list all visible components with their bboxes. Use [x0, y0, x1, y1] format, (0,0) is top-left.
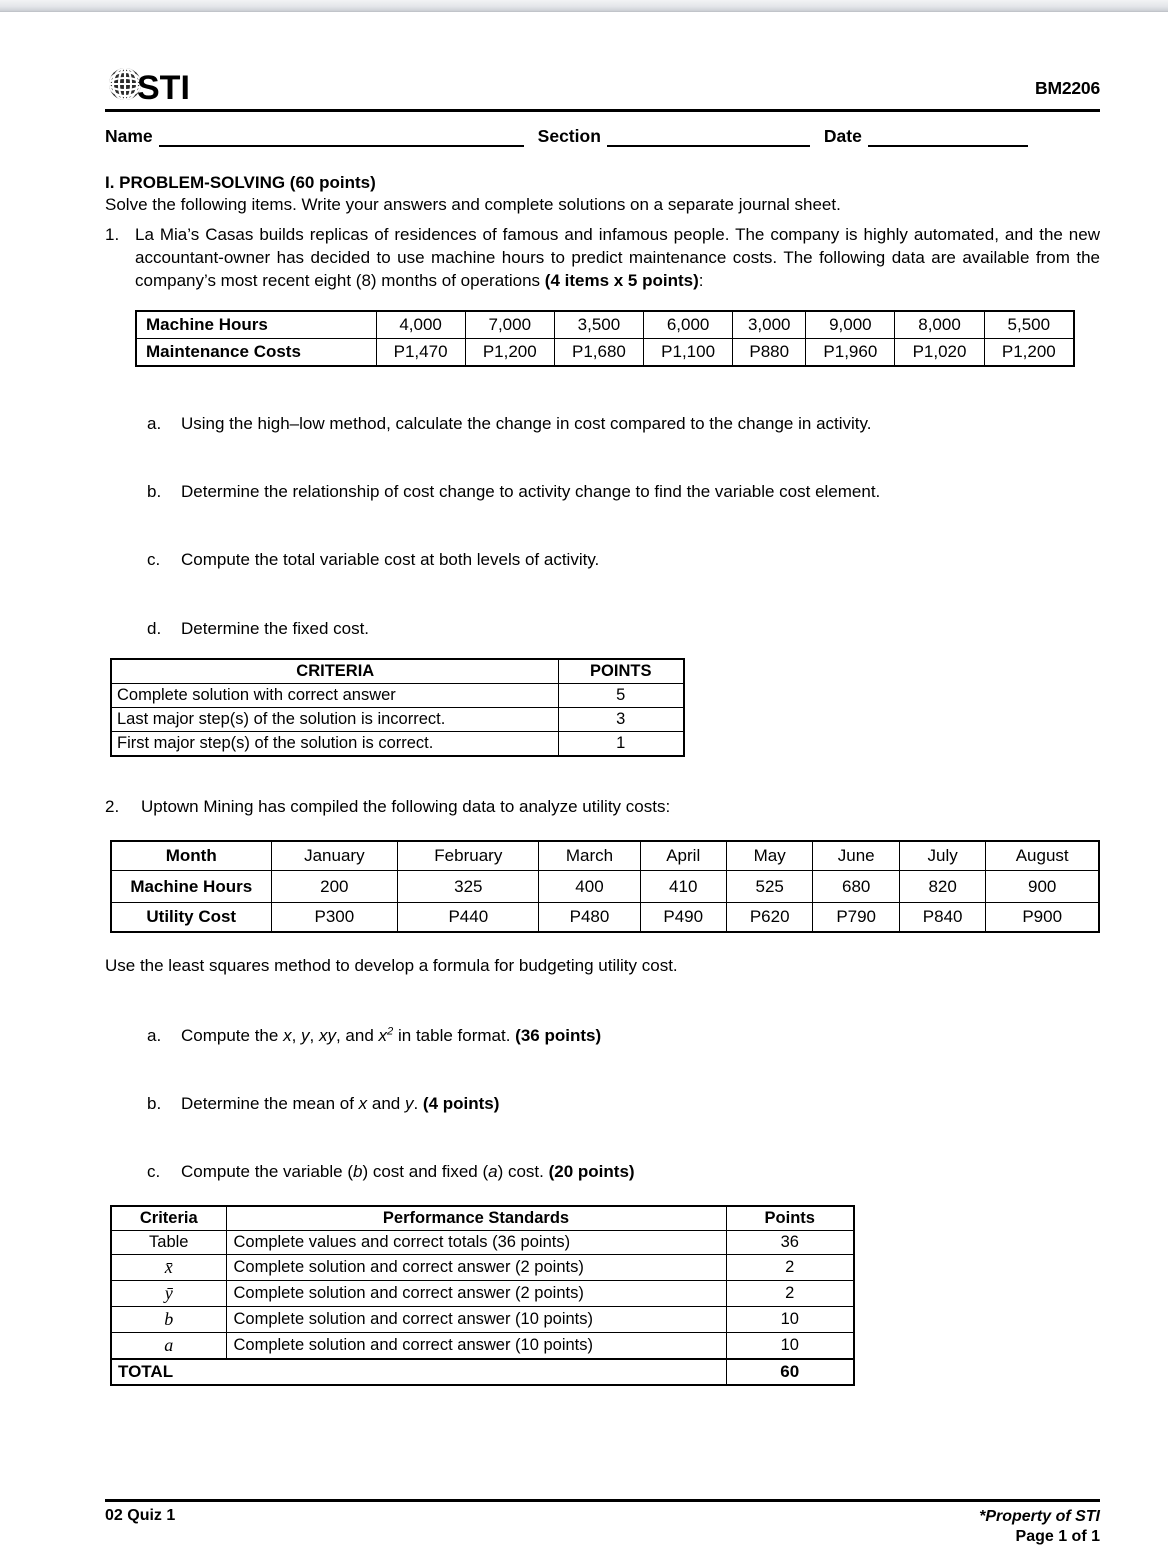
subitem-a-post: in table format. — [393, 1025, 516, 1045]
cell-mh-8: 5,500 — [984, 311, 1074, 339]
table-row — [136, 311, 1074, 339]
sti-logo — [105, 66, 225, 106]
subitem-a-points: (36 points) — [515, 1025, 602, 1045]
item-1-text-main: La Mia’s Casas builds replicas of residences of famous and infamous people. The company is highly automated, and the new accountant-owner has decided to use machine hours to predict maintenance costs. The following data are available from the company’s most recent eight (8) months of operations — [135, 225, 1100, 290]
row-label-utility-cost: Utility Cost — [111, 903, 271, 933]
rubric1-criteria-2: Last major step(s) of the solution is incorrect. — [111, 707, 558, 731]
rubric1-header-points: POINTS — [558, 659, 684, 684]
subitem-b-var-x: x — [358, 1093, 368, 1113]
item-2-subitem-b — [147, 1093, 1100, 1115]
subitem-a-text: Compute the x, y, xy, and $x^2$ in table format. (36 points) — [181, 1025, 602, 1045]
rubric2-standard-4: Complete solution and correct answer (10 points) — [226, 1306, 726, 1332]
table-row — [111, 683, 684, 707]
cell-month-7: July — [899, 841, 985, 871]
cell-uc-1: P300 — [271, 903, 398, 933]
item-1-subitem-d — [147, 618, 1100, 640]
viewer-top-bar — [0, 0, 1168, 12]
rubric1-points-2: 3 — [558, 707, 684, 731]
cell-month-6: June — [813, 841, 899, 871]
rubric2-criteria-1: Table — [111, 1230, 226, 1254]
subitem-c-var-b: b — [352, 1161, 363, 1181]
subitem-a-text: Using the high–low method, calculate the change in cost compared to the change in activity. — [181, 414, 872, 434]
item-1-subitem-b — [147, 481, 1100, 503]
table-row — [111, 1230, 854, 1254]
subitem-c-points: (20 points) — [548, 1161, 635, 1181]
table-row — [111, 1306, 854, 1332]
rubric2-standard-5: Complete solution and correct answer (10 points) — [226, 1332, 726, 1359]
item-2-subitem-a — [147, 1025, 1100, 1047]
rubric2-total-points: 60 — [726, 1359, 854, 1385]
cell-uc-4: P490 — [640, 903, 726, 933]
item-1-subitem-a — [147, 413, 1100, 435]
subitem-b-text — [181, 1093, 1100, 1115]
rubric2-points-3: 2 — [726, 1280, 854, 1306]
section-label: Section — [537, 126, 601, 146]
cell-mc-6: P1,960 — [806, 339, 895, 367]
item-2-number: 2. — [105, 796, 120, 816]
name-input-rule[interactable] — [159, 133, 524, 147]
machine-hours-table — [135, 310, 1075, 367]
rubric2-total-label: TOTAL — [111, 1359, 726, 1385]
rubric2-criteria-3: ȳ — [111, 1280, 226, 1306]
utility-cost-table — [110, 840, 1100, 933]
svg-text:STI: STI — [137, 69, 190, 106]
cell-month-1: January — [271, 841, 398, 871]
cell-mh-2: 7,000 — [465, 311, 554, 339]
date-input-rule[interactable] — [868, 133, 1028, 147]
document-header — [105, 62, 1100, 116]
cell-mc-3: P1,680 — [554, 339, 643, 367]
cell-mh-6: 9,000 — [806, 311, 895, 339]
rubric2-header-points: Points — [726, 1206, 854, 1231]
subitem-c-post: ) cost. — [497, 1161, 549, 1181]
cell-month-2: February — [398, 841, 539, 871]
rubric2-header-standards: Performance Standards — [226, 1206, 726, 1231]
table-row — [111, 731, 684, 756]
table-header-row — [111, 1206, 854, 1231]
cell-mc-5: P880 — [733, 339, 806, 367]
subitem-d-letter: d. — [147, 618, 162, 638]
cell-uh-6: 680 — [813, 871, 899, 903]
problem-item-1 — [105, 224, 1100, 292]
cell-uh-5: 525 — [726, 871, 812, 903]
cell-uh-1: 200 — [271, 871, 398, 903]
rubric2-standard-3: Complete solution and correct answer (2 points) — [226, 1280, 726, 1306]
table-total-row — [111, 1359, 854, 1385]
cell-uh-3: 400 — [539, 871, 640, 903]
document-footer — [105, 1499, 1100, 1546]
cell-month-4: April — [640, 841, 726, 871]
rubric-table-1 — [110, 658, 685, 757]
footer-quiz-label: 02 Quiz 1 — [105, 1507, 176, 1524]
subitem-b-post: . — [413, 1093, 423, 1113]
subitem-c-text: Compute the total variable cost at both levels of activity. — [181, 550, 600, 570]
subitem-a-letter: a. — [147, 1025, 162, 1045]
problem-item-2 — [105, 796, 1100, 819]
globe-icon — [105, 66, 225, 106]
rubric2-standard-1: Complete values and correct totals (36 points) — [226, 1230, 726, 1254]
item-2-text: Uptown Mining has compiled the following data to analyze utility costs: — [141, 796, 671, 816]
rubric1-header-criteria: CRITERIA — [111, 659, 558, 684]
rubric2-criteria-2: x̄ — [111, 1254, 226, 1280]
subitem-a-exponent: 2 — [387, 1025, 394, 1037]
cell-uc-3: P480 — [539, 903, 640, 933]
table-row — [111, 707, 684, 731]
subitem-c-letter: c. — [147, 550, 161, 570]
table-row — [111, 871, 1099, 903]
cell-uc-7: P840 — [899, 903, 985, 933]
item-1-points: (4 items x 5 points) — [544, 270, 699, 290]
subitem-a-var-y: y — [301, 1025, 310, 1045]
row-label-month: Month — [111, 841, 271, 871]
cell-mc-4: P1,100 — [644, 339, 733, 367]
cell-mc-7: P1,020 — [895, 339, 984, 367]
name-label: Name — [105, 126, 153, 146]
sheet-content — [105, 62, 1100, 1386]
section-title: I. PROBLEM-SOLVING (60 points) — [105, 173, 376, 192]
subitem-b-points: (4 points) — [422, 1093, 500, 1113]
cell-uc-5: P620 — [726, 903, 812, 933]
table-row — [111, 841, 1099, 871]
row-label-machine-hours: Machine Hours — [111, 871, 271, 903]
subitem-c-var-a: a — [488, 1161, 498, 1181]
item-2-leadin: Use the least squares method to develop a formula for budgeting utility cost. — [105, 956, 678, 976]
cell-mh-5: 3,000 — [733, 311, 806, 339]
document-code: BM2206 — [1035, 78, 1100, 98]
subitem-b-pre: Determine the mean of — [181, 1093, 359, 1113]
subitem-c-letter: c. — [147, 1161, 161, 1181]
cell-month-8: August — [986, 841, 1099, 871]
cell-uc-2: P440 — [398, 903, 539, 933]
item-1-text-tail: : — [698, 270, 704, 290]
cell-month-3: March — [539, 841, 640, 871]
subitem-a-var-xy: xy — [318, 1025, 336, 1045]
cell-mh-7: 8,000 — [895, 311, 984, 339]
cell-mh-3: 3,500 — [554, 311, 643, 339]
table-row — [111, 903, 1099, 933]
subitem-b-var-y: y — [404, 1093, 414, 1113]
rubric2-criteria-4: b — [111, 1306, 226, 1332]
rubric-table-2 — [110, 1205, 855, 1386]
header-divider — [105, 109, 1100, 112]
subitem-a-letter: a. — [147, 414, 162, 434]
table-row — [111, 1332, 854, 1359]
document-page — [0, 12, 1168, 1550]
item-2-subitem-c — [147, 1161, 1100, 1183]
rubric2-points-1: 36 — [726, 1230, 854, 1254]
cell-mc-8: P1,200 — [984, 339, 1074, 367]
footer-page-number: Page 1 of 1 — [1015, 1527, 1100, 1545]
date-label: Date — [823, 126, 862, 146]
subitem-a-var-x: x — [283, 1025, 292, 1045]
table-row — [111, 1280, 854, 1306]
subitem-b-letter: b. — [147, 1093, 162, 1113]
table-row — [111, 1254, 854, 1280]
subitem-b-text: Determine the relationship of cost change to activity change to find the variable cost element. — [181, 482, 881, 502]
cell-mh-1: 4,000 — [376, 311, 465, 339]
rubric1-criteria-3: First major step(s) of the solution is correct. — [111, 731, 558, 756]
cell-uh-4: 410 — [640, 871, 726, 903]
section-input-rule[interactable] — [607, 133, 810, 147]
rubric1-points-3: 1 — [558, 731, 684, 756]
table-row — [136, 339, 1074, 367]
section-instruction: Solve the following items. Write your answers and complete solutions on a separate journal sheet. — [105, 195, 841, 214]
rubric1-points-1: 5 — [558, 683, 684, 707]
rubric2-criteria-5: a — [111, 1332, 226, 1359]
subitem-d-text: Determine the fixed cost. — [181, 618, 370, 638]
row-label-machine-hours: Machine Hours — [136, 311, 376, 339]
cell-uh-2: 325 — [398, 871, 539, 903]
subitem-c-pre: Compute the variable ( — [181, 1161, 353, 1181]
footer-property-notice: *Property of STI — [979, 1508, 1100, 1525]
rubric2-standard-2: Complete solution and correct answer (2 points) — [226, 1254, 726, 1280]
item-1-subitem-c — [147, 549, 1100, 571]
cell-month-5: May — [726, 841, 812, 871]
cell-uc-8: P900 — [986, 903, 1099, 933]
item-1-number: 1. — [105, 225, 120, 245]
subitem-b-letter: b. — [147, 482, 162, 502]
subitem-a-pre: Compute the — [181, 1025, 284, 1045]
rubric1-criteria-1: Complete solution with correct answer — [111, 683, 558, 707]
cell-uh-7: 820 — [899, 871, 985, 903]
item-1-text — [135, 224, 1100, 292]
identification-line — [105, 126, 1100, 147]
subitem-b-mid: and — [367, 1093, 405, 1113]
table-header-row — [111, 659, 684, 684]
rubric2-points-5: 10 — [726, 1332, 854, 1359]
row-label-maintenance-costs: Maintenance Costs — [136, 339, 376, 367]
cell-mc-1: P1,470 — [376, 339, 465, 367]
cell-mc-2: P1,200 — [465, 339, 554, 367]
cell-uc-6: P790 — [813, 903, 899, 933]
rubric2-header-criteria: Criteria — [111, 1206, 226, 1231]
cell-mh-4: 6,000 — [644, 311, 733, 339]
subitem-a-var-x2: x — [378, 1025, 388, 1045]
subitem-c-mid: ) cost and fixed ( — [362, 1161, 489, 1181]
rubric2-points-2: 2 — [726, 1254, 854, 1280]
rubric2-points-4: 10 — [726, 1306, 854, 1332]
subitem-c-text — [181, 1161, 1100, 1183]
cell-uh-8: 900 — [986, 871, 1099, 903]
footer-divider — [105, 1499, 1100, 1502]
